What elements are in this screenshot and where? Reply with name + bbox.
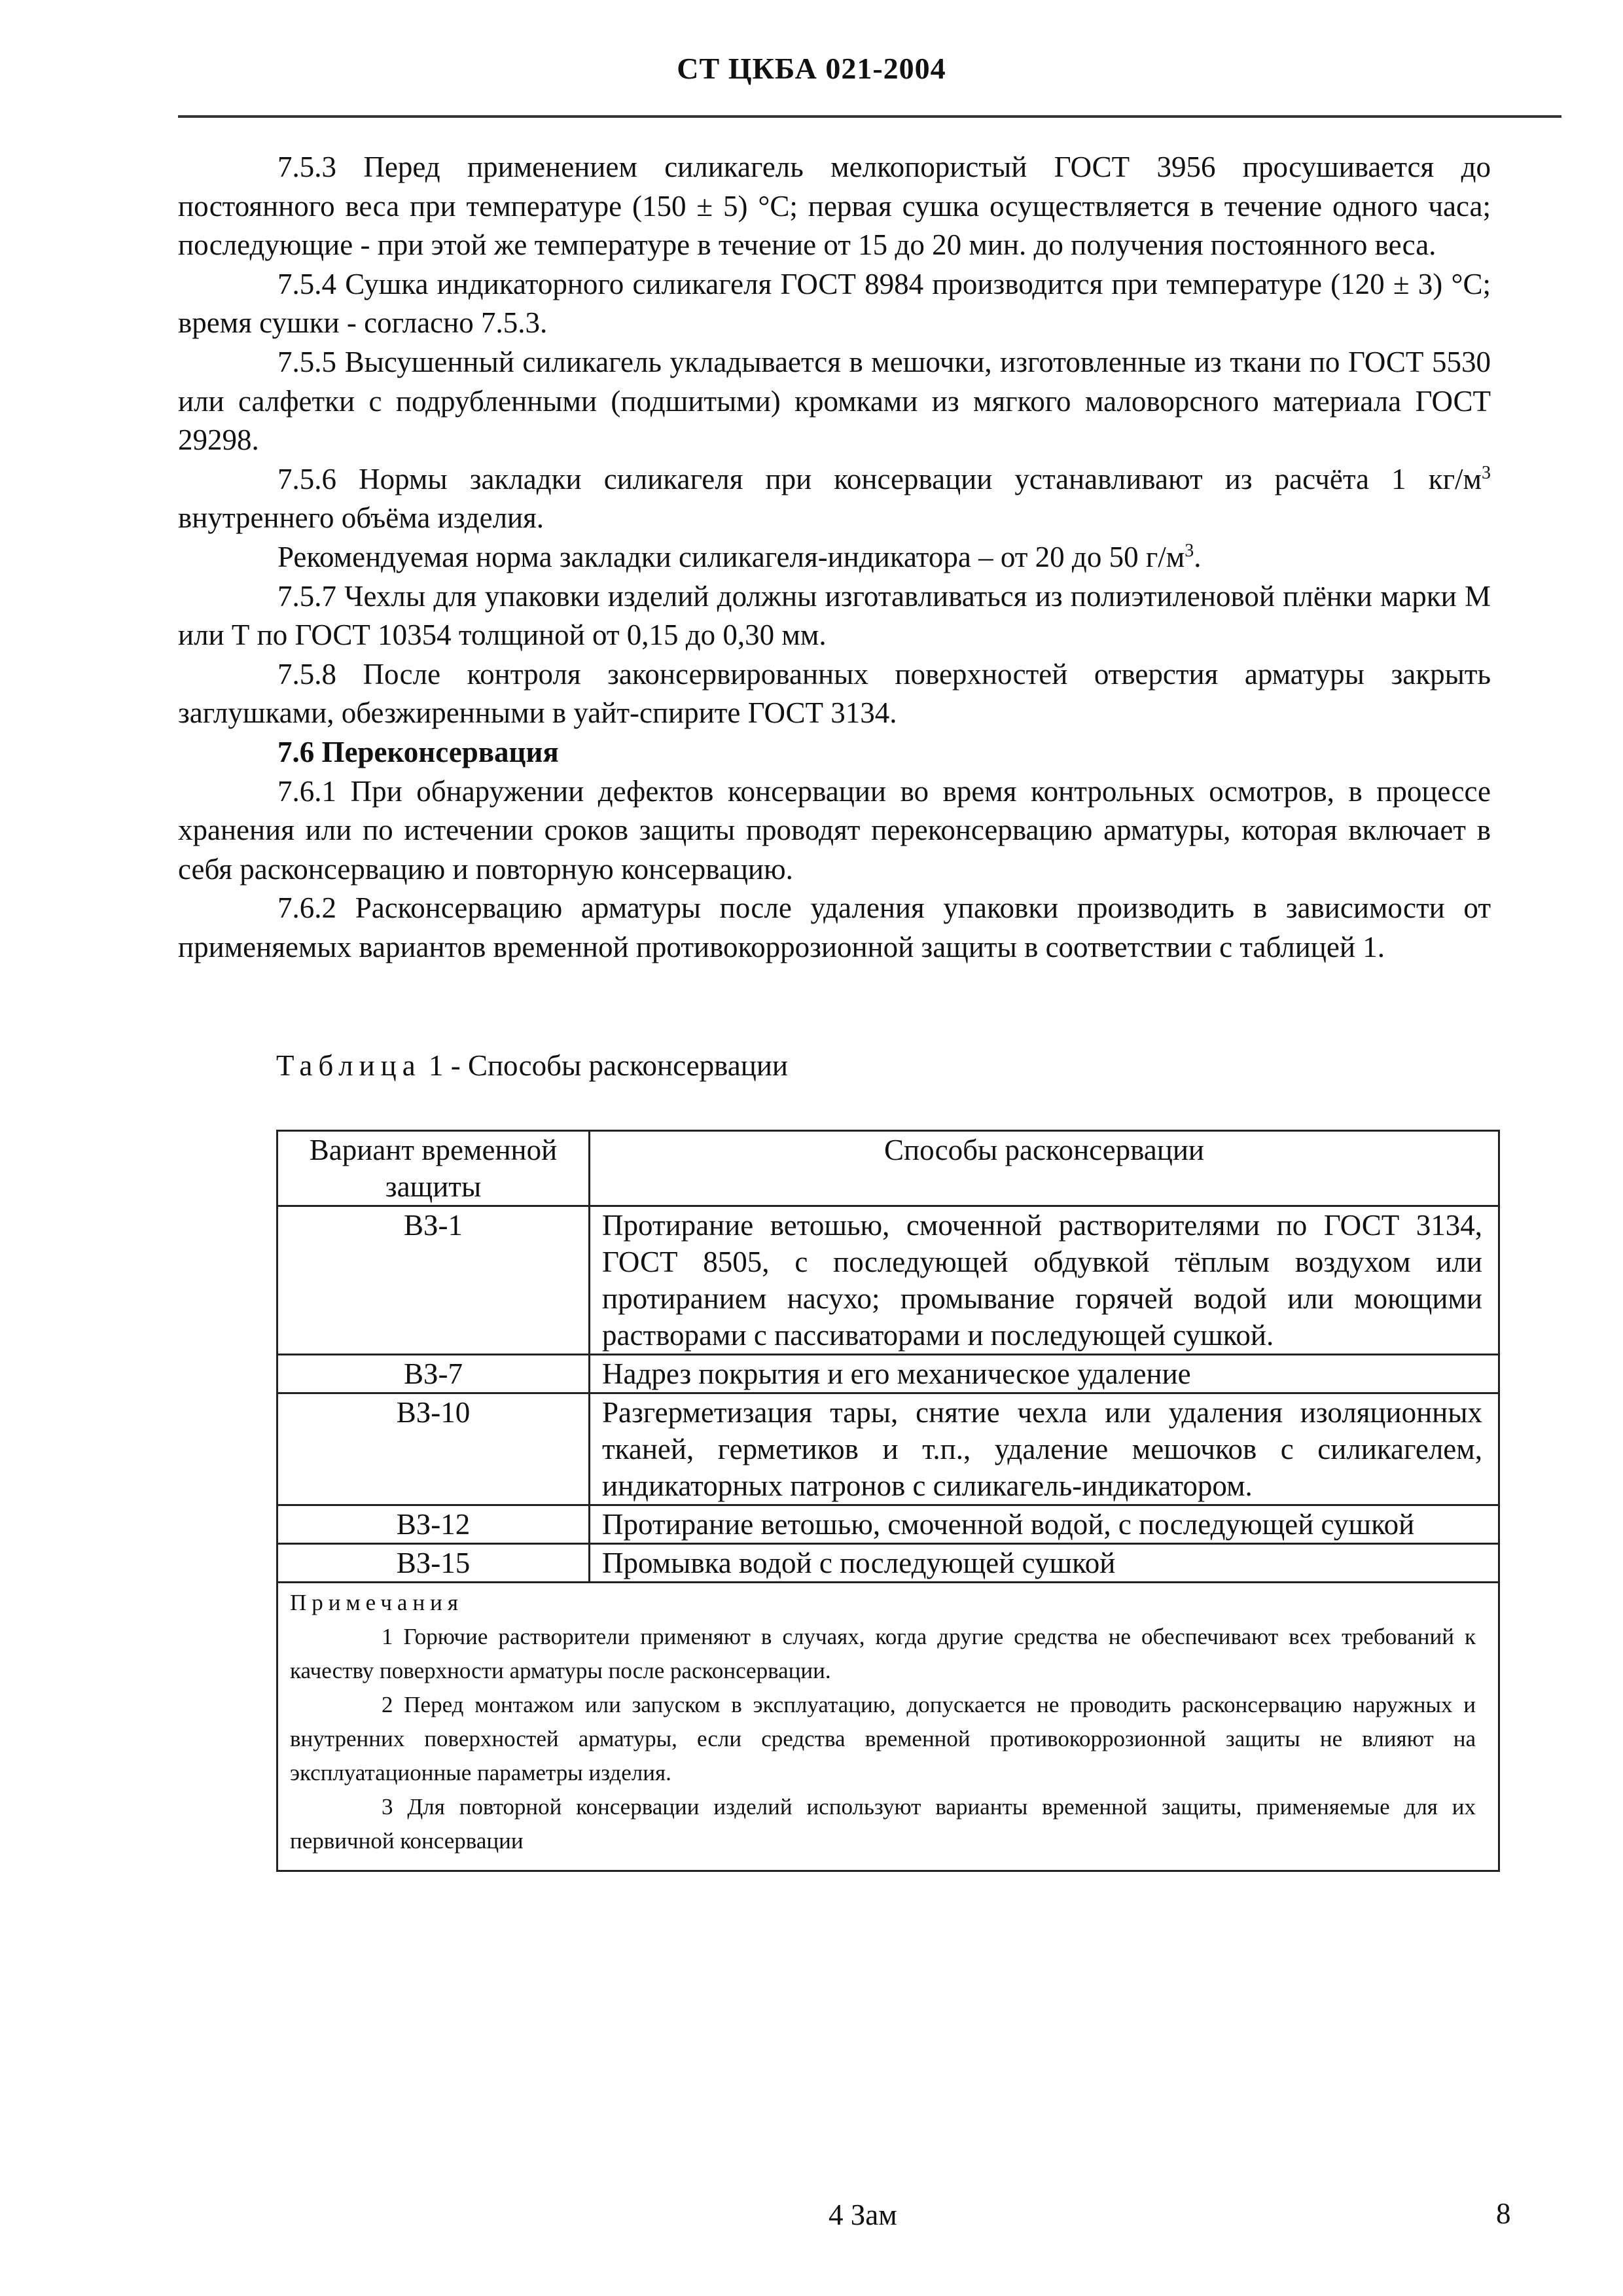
paragraph-7-5-7: 7.5.7 Чехлы для упаковки изделий должны изготавливаться из полиэтиленовой плёнки марки М или Т по ГОСТ 10354 толщиной от 0,15 до 0,30 мм.	[178, 579, 1491, 652]
table-header-row	[277, 1131, 1499, 1206]
table-row	[277, 1355, 1499, 1393]
table-notes	[277, 1583, 1499, 1871]
table-cell-variant: ВЗ-12	[277, 1505, 590, 1544]
page-number: 8	[1496, 2197, 1511, 2230]
table-row	[277, 1206, 1499, 1355]
table-cell-variant: ВЗ-10	[277, 1393, 590, 1505]
table-cell-variant: ВЗ-15	[277, 1544, 590, 1583]
table-cell-method: Надрез покрытия и его механическое удаление	[590, 1355, 1499, 1393]
table-header-variant: Вариант временной защиты	[277, 1131, 590, 1206]
paragraph-7-5-5: 7.5.5 Высушенный силикагель укладывается в мешочки, изготовленные из ткани по ГОСТ 5530 или салфетки с подрубленными (подшитыми) кромками из мягкого маловорсного материала ГОСТ 29298.	[178, 345, 1491, 457]
table-cell-method: Разгерметизация тары, снятие чехла или удаления изоляционных тканей, герметиков и т.п., удаление мешочков с силикагелем, индикаторных патронов с силикагель-индикатором.	[590, 1393, 1499, 1505]
section-heading-7-6: 7.6 Переконсервация	[277, 735, 559, 768]
recommended-norm-tail: .	[1194, 540, 1202, 573]
note-2: 2 Перед монтажом или запуском в эксплуатацию, допускается не проводить расконсервацию наружных и внутренних поверхностей арматуры, если средства временной противокоррозионной защиты не влияют на эксплуатационные параметры изделия.	[290, 1692, 1476, 1785]
table-cell-method: Протирание ветошью, смоченной водой, с последующей сушкой	[590, 1505, 1499, 1544]
table-row	[277, 1393, 1499, 1505]
paragraph-7-6-2: 7.6.2 Расконсервацию арматуры после удаления упаковки производить в зависимости от применяемых вариантов временной противокоррозионной защиты в соответствии с таблицей 1.	[178, 891, 1491, 963]
superscript: 3	[1185, 540, 1194, 561]
table-row	[277, 1505, 1499, 1544]
paragraph-7-5-6-text: 7.5.6 Нормы закладки силикагеля при консервации устанавливают из расчёта 1 кг/м	[277, 462, 1482, 495]
paragraph-7-5-6-tail: внутреннего объёма изделия.	[178, 501, 544, 535]
table-cell-variant: ВЗ-7	[277, 1355, 590, 1393]
table-notes-row	[277, 1583, 1499, 1871]
superscript: 3	[1482, 462, 1491, 483]
table-caption	[276, 1049, 788, 1083]
document-body	[178, 148, 1491, 967]
note-3: 3 Для повторной консервации изделий используют варианты временной защиты, применяемые для их первичной консервации	[290, 1794, 1476, 1854]
table-caption-text: 1 - Способы расконсервации	[421, 1049, 788, 1082]
paragraph-7-5-3: 7.5.3 Перед применением силикагель мелкопористый ГОСТ 3956 просушивается до постоянного веса при температуре (150 ± 5) °С; первая сушка осуществляется в течение одного часа; последующие - при этой же температуре в течение от 15 до 20 мин. до получения постоянного веса.	[178, 151, 1491, 262]
paragraph-7-6-1: 7.6.1 При обнаружении дефектов консервации во время контрольных осмотров, в процессе хранения или по истечении сроков защиты проводят переконсервацию арматуры, которая включает в себя расконсервацию и повторную консервацию.	[178, 774, 1491, 886]
amendment-mark: 4 Зам	[829, 2198, 897, 2231]
paragraph-7-5-6	[178, 460, 1491, 538]
table-caption-prefix: Таблица	[276, 1049, 421, 1082]
document-header: СТ ЦКБА 021-2004	[677, 52, 946, 85]
table-cell-variant: ВЗ-1	[277, 1206, 590, 1355]
note-1: 1 Горючие растворители применяют в случаях, когда другие средства не обеспечивают всех требований к качеству поверхности арматуры после расконсервации.	[290, 1624, 1476, 1683]
notes-title: Примечания	[290, 1590, 464, 1615]
paragraph-recommended-norm	[178, 538, 1491, 577]
paragraph-7-5-8: 7.5.8 После контроля законсервированных поверхностей отверстия арматуры закрыть заглушками, обезжиренными в уайт-спирите ГОСТ 3134.	[178, 657, 1491, 730]
table-cell-method: Протирание ветошью, смоченной растворителями по ГОСТ 3134, ГОСТ 8505, с последующей обдувкой тёплым воздухом или протиранием насухо; промывание горячей водой или моющими растворами с пассиваторами и последующей сушкой.	[590, 1206, 1499, 1355]
paragraph-7-5-4: 7.5.4 Сушка индикаторного силикагеля ГОСТ 8984 производится при температуре (120 ± 3) °С; время сушки - согласно 7.5.3.	[178, 267, 1491, 340]
table-cell-method: Промывка водой с последующей сушкой	[590, 1544, 1499, 1583]
table-row	[277, 1544, 1499, 1583]
recommended-norm-text: Рекомендуемая норма закладки силикагеля-индикатора – от 20 до 50 г/м	[277, 540, 1185, 573]
desiccation-methods-table	[276, 1130, 1500, 1872]
header-rule	[178, 115, 1561, 118]
table-header-methods: Способы расконсервации	[590, 1131, 1499, 1206]
